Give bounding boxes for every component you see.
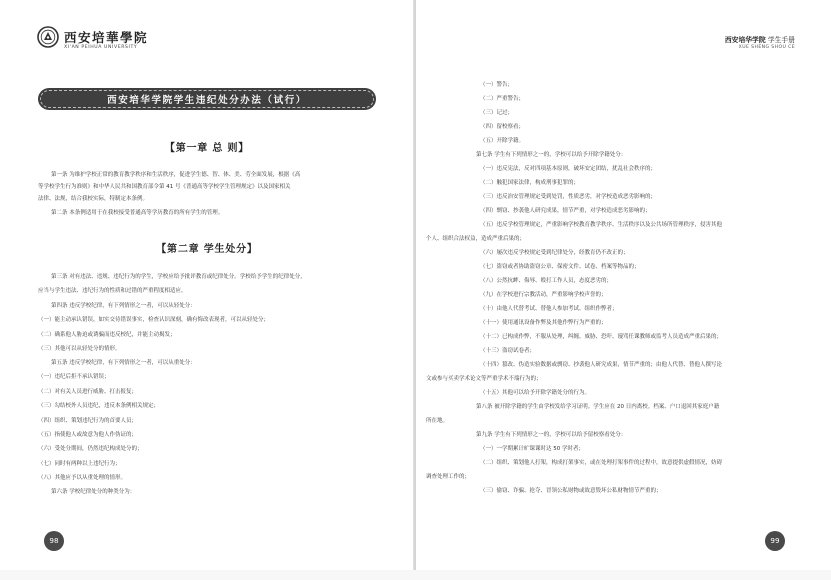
chapter-1-heading: 【第一章 总 则】 bbox=[164, 143, 250, 154]
article-5: 第五条 违反学校纪律，有下列情形之一者，可以从重处分： bbox=[51, 360, 196, 366]
article-7-item-3: （三）违反治安管理规定受到处罚，性质恶劣，对学校造成恶劣影响的； bbox=[480, 194, 657, 200]
article-7-item-1: （一）违反宪法，反对四项基本原则，破坏安定团结，扰乱社会秩序的； bbox=[480, 166, 657, 172]
right-header-school: 西安培华学院 bbox=[724, 36, 766, 44]
article-8-line-2: 所在地。 bbox=[426, 418, 449, 424]
document-title: 西安培华学院学生违纪处分办法（试行） bbox=[107, 95, 307, 106]
article-9-item-1: （一）一学期累计旷课课时达 50 学时者； bbox=[480, 446, 584, 452]
page-number-left: 98 bbox=[44, 531, 64, 551]
article-7-item-7: （七）盗窃或者协助盗窃公章、保密文件、试卷、档案等物品的； bbox=[480, 264, 640, 270]
article-1-line-2: 等学校学生行为准则》和中华人民共和国教育部令第 41 号《普通高等学校学生管理规定》以及国家相关 bbox=[38, 184, 291, 190]
article-7-item-15: （十五）其他可以给予开除学籍处分的行为。 bbox=[480, 390, 591, 396]
school-seal-logo-icon bbox=[37, 26, 59, 48]
article-4-item-3: （三）其他可以从轻处分的情形。 bbox=[38, 346, 121, 352]
penalty-type-2: （二）严重警告； bbox=[480, 96, 525, 102]
left-page bbox=[0, 0, 414, 570]
article-7: 第七条 学生有下列情形之一的，学校可以给予开除学籍处分： bbox=[476, 152, 627, 158]
article-5-item-7: （七）同时有两种以上违纪行为； bbox=[38, 461, 121, 467]
article-7-item-5-line-1: （五）违反学校管理规定，严重影响学校教育教学秩序、生活秩序以及公共场所管理秩序，侵害其他 bbox=[480, 222, 723, 228]
article-1-line-3: 法律、法规，结合我校实际，特制定本条例。 bbox=[38, 196, 149, 202]
penalty-type-1: （一）警告； bbox=[480, 82, 514, 88]
article-7-item-10: （十）由他人代替考试、替他人参加考试、组织作弊者； bbox=[480, 306, 618, 312]
article-7-item-4: （四）剽窃、抄袭他人研究成果，情节严重，对学校造成恶劣影响的； bbox=[480, 208, 651, 214]
school-name-en: XI'AN PEIHUA UNIVERSITY bbox=[64, 45, 138, 50]
right-header bbox=[725, 34, 795, 50]
school-name-cn: 西安培華學院 bbox=[64, 30, 149, 45]
penalty-type-4: （四）留校察看； bbox=[480, 124, 525, 130]
article-9-item-3: （三）偷窃、诈骗、抢夺、冒领公私财物或故意毁坏公私财物情节严重的； bbox=[480, 488, 662, 494]
article-7-item-2: （二）触犯国家法律，构成刑事犯罪的； bbox=[480, 180, 580, 186]
article-1-line-1: 第一条 为维护学校正常的教育教学秩序和生活秩序，促进学生德、智、体、美、劳全面发展，根据《高 bbox=[51, 172, 301, 178]
article-3-line-1: 第三条 对有违法、违规、违纪行为的学生，学校应给予批评教育或纪律处分。学校给予学生的纪律处分， bbox=[51, 274, 306, 280]
article-9-item-2-line-2: 调查处理工作的； bbox=[426, 474, 471, 480]
article-8-line-1: 第八条 被开除学籍的学生由学校发给学习证明。学生应在 20 日内离校。档案、户口退回其家庭户籍 bbox=[476, 404, 720, 410]
title-banner bbox=[38, 88, 376, 110]
article-5-item-4: （四）组织、策划违纪行为的首要人员； bbox=[38, 418, 138, 424]
article-5-item-5: （五）指使他人或故意为他人作伪证的； bbox=[38, 432, 138, 438]
article-5-item-1: （一）违纪后拒不承认错误； bbox=[38, 374, 110, 380]
article-7-item-5-line-2: 个人、组织合法权益，造成严重后果的； bbox=[426, 236, 526, 242]
article-9: 第九条 学生有下列情形之一的，学校可以给予留校察看处分： bbox=[476, 432, 627, 438]
article-5-item-3: （三）勾结校外人员违纪，违反本条例相关规定； bbox=[38, 403, 160, 409]
article-3-line-2: 应当与学生违法、违纪行为的性质和过错的严重程度相适应。 bbox=[38, 288, 187, 294]
article-2: 第二条 本条例适用于在我校接受普通高等学历教育的所有学生的管理。 bbox=[51, 210, 224, 216]
article-7-item-6: （六）屡次违反学校规定受到纪律处分，经教育仍不改正的； bbox=[480, 250, 629, 256]
article-7-item-14-line-2: 文或参与买卖学术论文等严重学术不端行为的； bbox=[426, 376, 542, 382]
article-7-item-13: （十三）盗窃试卷者； bbox=[480, 348, 536, 354]
page-number-right: 99 bbox=[765, 531, 785, 551]
penalty-type-3: （三）记过； bbox=[480, 110, 514, 116]
right-header-book: 学生手册 bbox=[767, 36, 795, 44]
article-6: 第六条 学校纪律处分的种类分为： bbox=[51, 489, 136, 495]
article-7-item-12: （十二）已构成作弊，不服从处理，纠缠、威胁、恐吓、谩骂任课教师或监考人员造成严重后果的； bbox=[480, 334, 723, 340]
article-5-item-8: （八）其他应予以从重处理的情形。 bbox=[38, 475, 127, 481]
chapter-2-heading: 【第二章 学生处分】 bbox=[156, 244, 258, 255]
article-5-item-6: （六）受处分期间，仍然违纪构成处分的； bbox=[38, 446, 143, 452]
article-7-item-11: （十一）使用通讯设备作弊及其他作弊行为严重的； bbox=[480, 320, 607, 326]
penalty-type-5: （五）开除学籍。 bbox=[480, 138, 525, 144]
article-9-item-2-line-1: （二）组织、策划他人打架，构成打架事实，或在处理打架事件的过程中，故意提供虚假情况，妨碍 bbox=[480, 460, 723, 466]
article-7-item-8: （八）公然抗衅、侮辱、殴打工作人员，态度恶劣的； bbox=[480, 278, 613, 284]
right-header-pinyin: XUE SHENG SHOU CE bbox=[738, 45, 795, 50]
article-7-item-14-line-1: （十四）篡改、伪造实验数据或剽窃、抄袭他人研究成果，情节严重的；由他人代替、替他人撰写论 bbox=[480, 362, 723, 368]
article-7-item-9: （九）在学校进行宗教活动，严重影响学校声誉的； bbox=[480, 292, 607, 298]
article-4-item-1: （一）能主动承认错误，如实交待错误事实，检查认识深刻，确有悔改表现者，可以从轻处分； bbox=[38, 317, 270, 323]
article-5-item-2: （二）对有关人员进行威胁、打击报复； bbox=[38, 389, 138, 395]
article-4-item-2: （二）确系他人胁迫或诱骗而违反校纪，并能主动揭发； bbox=[38, 332, 176, 338]
article-4: 第四条 违反学校纪律，有下列情形之一者，可以从轻处分： bbox=[51, 303, 196, 309]
right-page bbox=[416, 0, 831, 570]
